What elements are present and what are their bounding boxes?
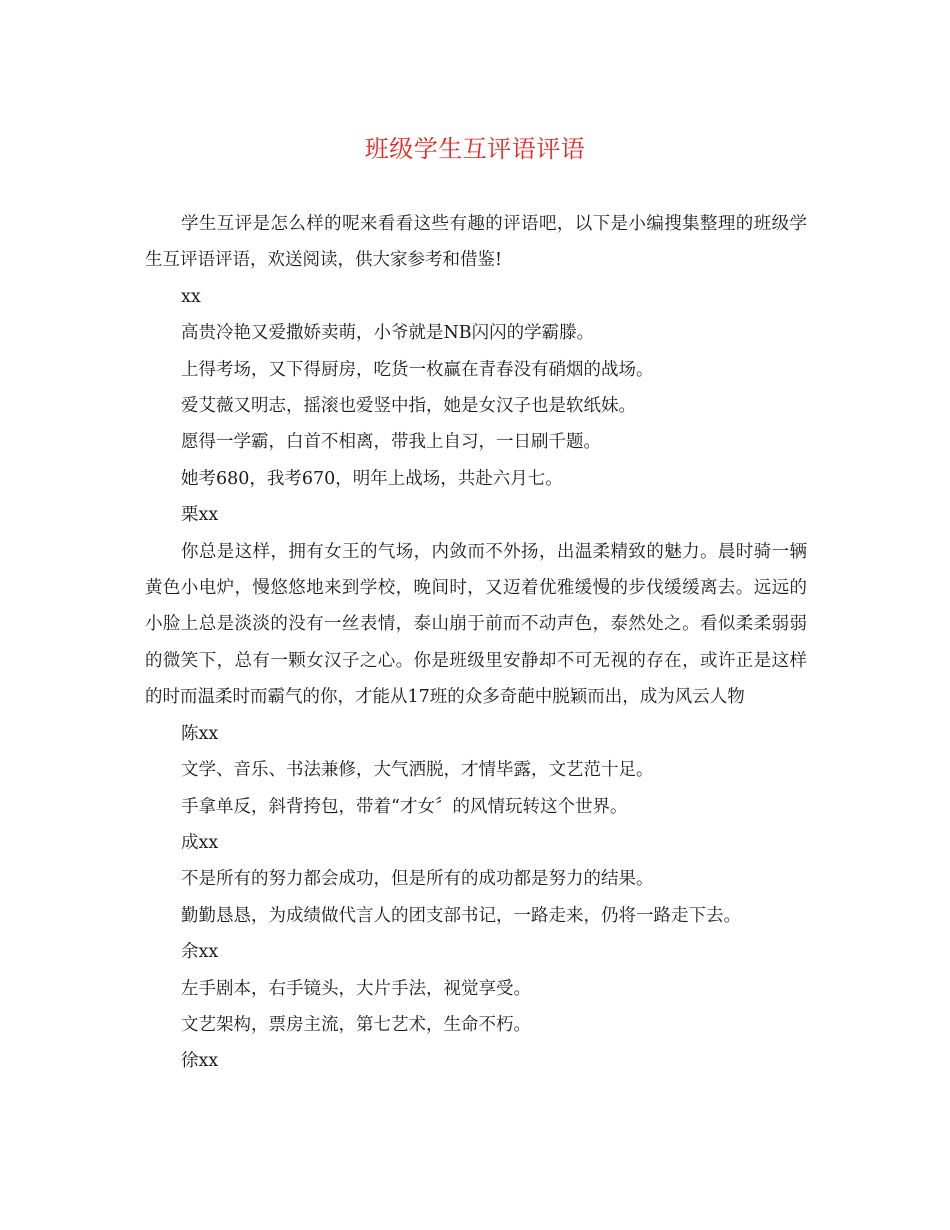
student-name: 陈xx	[181, 723, 219, 744]
comment-line: 手拿单反，斜背挎包，带着“才女〞的风情玩转这个世界。	[181, 796, 628, 817]
comment-paragraph: 你总是这样，拥有女王的气场，内敛而不外扬，出温柔精致的魅力。晨时骑一辆黄色小电炉，慢悠悠地来到学校，晚间时，又迈着优雅缓慢的步伐缓缓离去。远远的小脸上总是淡淡的没有一丝表情，泰山崩于前而不动声色，泰然处之。看似柔柔弱弱的微笑下，总有一颗女汉子之心。你是班级里安静却不可无视的存在，或许正是这样的时而温柔时而霸气的你，才能从17班的众多奇葩中脱颖而出，成为风云人物	[145, 541, 807, 708]
student-name: 栗xx	[181, 505, 219, 526]
student-name: 徐xx	[181, 1051, 219, 1072]
document-title: 班级学生互评语评语	[364, 135, 586, 163]
intro-paragraph: 学生互评是怎么样的呢来看看这些有趣的评语吧，以下是小编搜集整理的班级学生互评语评语，欢送阅读，供大家参考和借鉴!	[145, 214, 807, 271]
comment-line: 爱艾薇又明志，摇滚也爱竖中指，她是女汉子也是软纸妹。	[181, 396, 636, 417]
student-name: xx	[181, 286, 201, 307]
document-body	[145, 206, 807, 1080]
comment-line: 高贵冷艳又爱撒娇卖萌，小爷就是NB闪闪的学霸滕。	[181, 323, 595, 344]
comment-line: 愿得一学霸，白首不相离，带我上自习，一日刷千题。	[181, 432, 601, 453]
comment-line: 勤勤恳恳，为成绩做代言人的团支部书记，一路走来，仍将一路走下去。	[181, 905, 741, 926]
comment-line: 她考680，我考670，明年上战场，共赴六月七。	[181, 468, 563, 489]
comment-line: 上得考场，又下得厨房，吃货一枚赢在青春没有硝烟的战场。	[181, 359, 654, 380]
student-name: 成xx	[181, 832, 219, 853]
comment-line: 左手剧本，右手镜头，大片手法，视觉享受。	[181, 978, 531, 999]
comment-line: 不是所有的努力都会成功，但是所有的成功都是努力的结果。	[181, 869, 654, 890]
student-name: 余xx	[181, 942, 219, 963]
comment-line: 文学、音乐、书法兼修，大气洒脱，才情毕露，文艺范十足。	[181, 760, 654, 781]
comment-line: 文艺架构，票房主流，第七艺术，生命不朽。	[181, 1014, 531, 1035]
